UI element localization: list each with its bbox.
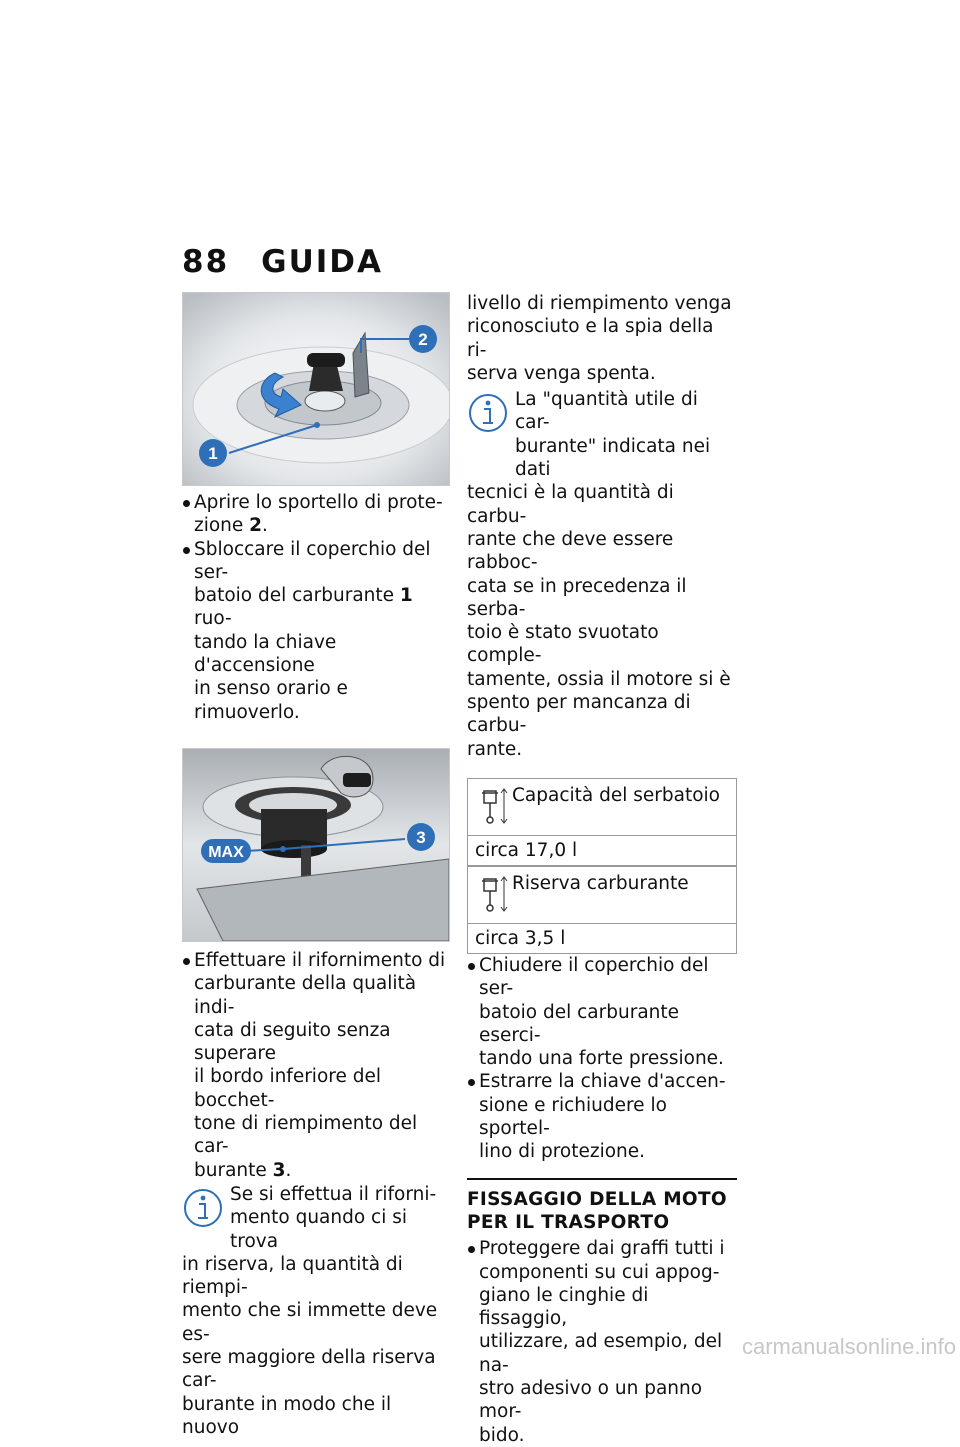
section-divider	[467, 1178, 737, 1180]
spec-value: circa 3,5 l	[475, 927, 566, 949]
info-icon	[182, 1185, 224, 1231]
page-title: GUIDA	[261, 244, 384, 280]
info-icon	[467, 390, 509, 436]
fuel-cap-illustration	[183, 293, 449, 485]
page-header	[182, 244, 383, 280]
spec-fuel-reserve	[467, 866, 737, 954]
steps-open-cap	[182, 491, 450, 724]
ref-3: 3	[272, 1159, 286, 1181]
max-label: MAX	[208, 843, 244, 861]
list-item: Effettuare il rifornimento di carburante della qualità indi- cata di seguito senza superare il bordo inferiore del bocchet- tone di riempimento del car- burante 3.	[182, 949, 450, 1182]
callout-2-label: 2	[418, 330, 428, 349]
note-body: in riserva, la quantità di riempi- mento che si immette deve es- sere maggiore della riserva car- burante in modo che il nuovo	[182, 1253, 438, 1438]
list-item: Aprire lo sportello di prote- zione 2.	[182, 491, 450, 538]
section-title: FISSAGGIO DELLA MOTO PER IL TRASPORTO	[467, 1188, 727, 1233]
spec-label: Capacità del serbatoio	[512, 784, 720, 806]
watermark-footer: carmanualsonline.info	[741, 1334, 956, 1359]
note-body: tecnici è la quantità di carbu- rante che deve essere rabboc- cata se in precedenza il serba- toio è stato svuotato comple- tamente, ossia il motore si è spento per mancanza di carbu- rante.	[467, 482, 731, 760]
engine-piston-icon	[468, 867, 512, 923]
engine-piston-icon	[468, 779, 512, 835]
callout-3-label: 3	[416, 827, 426, 847]
left-column	[182, 292, 450, 1439]
steps-close-cap	[467, 954, 737, 1164]
steps-transport	[467, 1237, 737, 1447]
list-item: Sbloccare il coperchio del ser- batoio del carburante 1 ruo- tando la chiave d'accensione in senso orario e rimuoverlo.	[182, 538, 450, 724]
ref-2: 2	[249, 515, 263, 537]
ref-1: 1	[399, 585, 413, 607]
right-column	[467, 292, 737, 1447]
page-number: 88	[182, 244, 230, 280]
spec-label: Riserva carburante	[512, 872, 689, 894]
fuel-cap-figure	[182, 292, 450, 486]
list-item: Estrarre la chiave d'accen- sione e richiudere lo sportel- lino di protezione.	[467, 1070, 737, 1163]
fuel-filler-illustration	[183, 749, 449, 941]
list-item: Proteggere dai graffi tutti i componenti su cui appog- giano le cinghie di fissaggio, utilizzare, ad esempio, del na- stro adesivo o un panno mor- bido.	[467, 1237, 737, 1447]
fuel-filler-figure	[182, 748, 450, 942]
continued-paragraph: livello di riempimento venga riconosciuto e la spia della ri- serva venga spenta.	[467, 293, 732, 384]
list-item: Chiudere il coperchio del ser- batoio del carburante eserci- tando una forte pressione.	[467, 954, 737, 1070]
info-note-usable-fuel: La "quantità utile di car- burante" indicata nei dati tecnici è la quantità di carbu- rante che deve essere rabboc- cata se in precedenza il serba- toio è stato svuotato comple- tamente, ossia il motore si è spento per mancanza di carbu- rante.	[467, 388, 737, 761]
spec-value: circa 17,0 l	[475, 839, 578, 861]
steps-refuel	[182, 949, 450, 1182]
info-note-reserve: Se si effettua il riforni- mento quando ci si trova in riserva, la quantità di riempi- mento che si immette deve es- sere maggiore della riserva car- burante in modo che il nuovo	[182, 1183, 450, 1439]
callout-1-label: 1	[208, 444, 218, 463]
spec-tank-capacity	[467, 778, 737, 866]
